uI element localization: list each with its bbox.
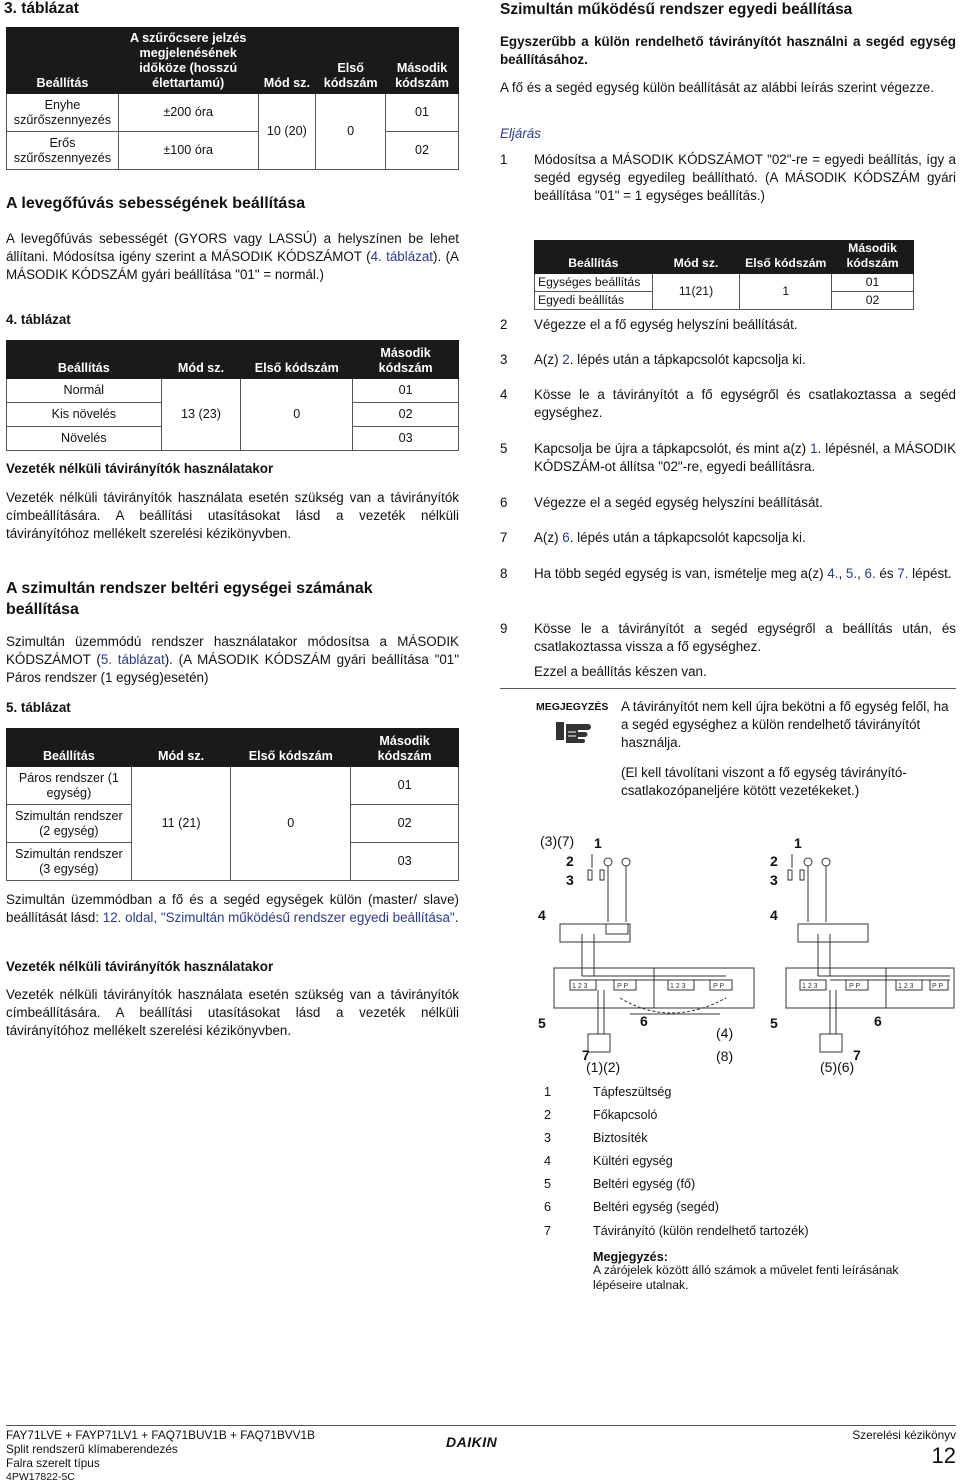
individual-setting-table bbox=[534, 240, 914, 310]
table-cell: 03 bbox=[351, 843, 459, 881]
intro: A fő és a segéd egység külön beállítását az alábbi leírás szerint végezze. bbox=[500, 80, 934, 95]
svg-text:P P: P P bbox=[849, 983, 861, 990]
footer-doc-code: 4PW17822-5C bbox=[6, 1471, 75, 1483]
table-cell: Növelés bbox=[7, 427, 162, 451]
svg-text:6: 6 bbox=[874, 1013, 882, 1029]
fan-heading: A levegőfúvás sebességének beállítása bbox=[6, 195, 306, 212]
footer-models: FAY71LVE + FAYP71LV1 + FAQ71BUV1B + FAQ71BVV1B bbox=[6, 1428, 315, 1442]
th-first: Első kódszám bbox=[241, 341, 353, 379]
wireless-heading-2: Vezeték nélküli távirányítók használatakor bbox=[6, 959, 274, 974]
wireless-paragraph-1: Vezeték nélküli távirányítók használata esetén szükség van a távirányítók címbeállítására. A beállítási utasításokat lásd a vezeték nélküli távirányítóhoz mellékelt szerelési kézikönyvben. bbox=[6, 490, 459, 542]
table-cell: 03 bbox=[353, 427, 459, 451]
svg-text:2: 2 bbox=[566, 853, 574, 869]
table4-link[interactable]: 4. táblázat bbox=[370, 249, 434, 265]
wiring-diagram bbox=[530, 828, 956, 1078]
note-text-1: A távirányítót nem kell újra bekötni a fő egység felől, ha a segéd egységhez a külön rendelhető távirányítót használja. bbox=[621, 699, 949, 751]
step-link[interactable]: 6. bbox=[864, 566, 876, 581]
footer-line3: Falra szerelt típus bbox=[6, 1456, 100, 1470]
legend-note: A zárójelek között álló számok a művelet fenti leírásának lépéseire utalnak. bbox=[593, 1263, 899, 1292]
note-text-2: (El kell távolítani viszont a fő egység távirányító-csatlakozópaneljére kötött vezetékeket.) bbox=[621, 765, 907, 799]
th-mode: Mód sz. bbox=[161, 341, 241, 379]
svg-text:1: 1 bbox=[794, 835, 802, 851]
th-first: Első kódszám bbox=[231, 729, 351, 767]
table-cell: ±200 óra bbox=[118, 94, 258, 132]
table-cell: Egységes beállítás bbox=[535, 274, 653, 292]
table-cell-first: 0 bbox=[316, 94, 386, 170]
step-link[interactable]: 1 bbox=[810, 441, 818, 456]
table4-label: 4. táblázat bbox=[6, 312, 71, 327]
table-cell-mode: 11 (21) bbox=[131, 767, 231, 881]
note-label: MEGJEGYZÉS bbox=[536, 701, 609, 713]
svg-text:1 2 3: 1 2 3 bbox=[670, 983, 686, 990]
table-cell: 01 bbox=[353, 379, 459, 403]
svg-text:P P: P P bbox=[932, 983, 944, 990]
th-second: Második kódszám bbox=[386, 28, 459, 94]
svg-text:P P: P P bbox=[713, 983, 725, 990]
svg-text:1 2 3: 1 2 3 bbox=[898, 983, 914, 990]
svg-text:7: 7 bbox=[853, 1047, 861, 1063]
step-link[interactable]: 4. bbox=[827, 566, 839, 581]
table-cell-first: 0 bbox=[231, 767, 351, 881]
wireless-paragraph-2: Vezeték nélküli távirányítók használata esetén szükség van a távirányítók címbeállítására. A beállítási utasításokat lásd a vezeték nélküli távirányítóhoz mellékelt szerelési kézikönyvben. bbox=[6, 987, 459, 1039]
sim-heading: A szimultán rendszer beltéri egységei számának beállítása bbox=[6, 580, 373, 618]
page-number: 12 bbox=[931, 1443, 956, 1468]
th-setting: Beállítás bbox=[7, 341, 162, 379]
step-link[interactable]: 6 bbox=[562, 530, 570, 545]
svg-text:1 2 3: 1 2 3 bbox=[802, 983, 818, 990]
table-cell: 02 bbox=[386, 132, 459, 170]
diagram-label: (5)(6) bbox=[820, 1059, 855, 1075]
table-cell-mode: 10 (20) bbox=[258, 94, 316, 170]
diagram-label: (1)(2) bbox=[586, 1059, 621, 1075]
table3-label: 3. táblázat bbox=[4, 0, 79, 17]
diagram-label: (3)(7) bbox=[540, 833, 575, 849]
page12-link[interactable]: 12. oldal, "Szimultán működésű rendszer egyedi beállítása" bbox=[102, 910, 455, 926]
th-second: Második kódszám bbox=[351, 729, 459, 767]
svg-text:3: 3 bbox=[770, 872, 778, 888]
intro-bold: Egyszerűbb a külön rendelhető távirányítót használni a segéd egység beállításához. bbox=[500, 34, 956, 68]
table-cell: Normál bbox=[7, 379, 162, 403]
step-9-done: Ezzel a beállítás készen van. bbox=[534, 664, 707, 679]
diagram-label: (4) bbox=[716, 1025, 734, 1041]
table-cell: 01 bbox=[386, 94, 459, 132]
table-cell: 01 bbox=[351, 767, 459, 805]
footer-manual: Szerelési kézikönyv bbox=[852, 1428, 956, 1442]
svg-text:1 2 3: 1 2 3 bbox=[572, 983, 588, 990]
table-cell: 02 bbox=[832, 292, 914, 310]
step-link[interactable]: 2 bbox=[562, 352, 570, 367]
table-cell-first: 0 bbox=[241, 379, 353, 451]
th-setting: Beállítás bbox=[535, 241, 653, 274]
th-setting: Beállítás bbox=[7, 729, 132, 767]
wireless-heading-1: Vezeték nélküli távirányítók használatakor bbox=[6, 461, 274, 476]
table-cell: Kis növelés bbox=[7, 403, 162, 427]
pointing-hand-icon bbox=[554, 716, 594, 744]
sim-paragraph: Szimultán üzemmódú rendszer használatakor módosítsa a MÁSODIK KÓDSZÁMOT (5. táblázat). (A MÁSODIK KÓDSZÁM gyári beállítása "01" Páros rendszer (1 egység)esetén) bbox=[6, 634, 460, 686]
footer-line2: Split rendszerű klímaberendezés bbox=[6, 1442, 178, 1456]
th-setting: Beállítás bbox=[7, 28, 119, 94]
table-cell-first: 1 bbox=[740, 274, 832, 310]
svg-text:2: 2 bbox=[770, 853, 778, 869]
table-cell: 02 bbox=[351, 805, 459, 843]
table-cell-mode: 11(21) bbox=[652, 274, 740, 310]
table-cell: Szimultán rendszer (3 egység) bbox=[7, 843, 132, 881]
page-footer bbox=[6, 1425, 956, 1483]
master-slave-paragraph: Szimultán üzemmódban a fő és a segéd egységek külön (master/ slave) beállítását lásd: 12. oldal, "Szimultán működésű rendszer egyedi beállítása". bbox=[6, 892, 459, 926]
svg-text:3: 3 bbox=[566, 872, 574, 888]
table-cell: Páros rendszer (1 egység) bbox=[7, 767, 132, 805]
table5-label: 5. táblázat bbox=[6, 700, 71, 715]
diagram-label: (8) bbox=[716, 1048, 734, 1064]
svg-text:7: 7 bbox=[582, 1047, 590, 1063]
daikin-logo: DAIKIN bbox=[446, 1434, 498, 1450]
th-interval: A szűrőcsere jelzés megjelenésének időköze (hosszú élettartamú) bbox=[118, 28, 258, 94]
table5-link[interactable]: 5. táblázat bbox=[100, 652, 165, 668]
right-heading: Szimultán működésű rendszer egyedi beállítása bbox=[500, 1, 853, 18]
table-cell: 02 bbox=[353, 403, 459, 427]
th-first: Első kódszám bbox=[740, 241, 832, 274]
svg-text:4: 4 bbox=[538, 907, 546, 923]
th-mode: Mód sz. bbox=[131, 729, 231, 767]
svg-text:4: 4 bbox=[770, 907, 778, 923]
table-cell: Egyedi beállítás bbox=[535, 292, 653, 310]
procedure-label: Eljárás bbox=[500, 126, 541, 141]
step-link[interactable]: 5. bbox=[845, 566, 858, 581]
table-cell: Erős szűrőszennyezés bbox=[7, 132, 119, 170]
step-link[interactable]: 7. bbox=[897, 566, 909, 581]
note-divider bbox=[500, 688, 956, 689]
legend-note-title: Megjegyzés: bbox=[593, 1250, 668, 1264]
svg-text:5: 5 bbox=[538, 1015, 546, 1031]
svg-text:6: 6 bbox=[640, 1013, 648, 1029]
th-mode: Mód sz. bbox=[258, 28, 316, 94]
table-cell: Enyhe szűrőszennyezés bbox=[7, 94, 119, 132]
th-second: Második kódszám bbox=[353, 341, 459, 379]
filter-table bbox=[6, 27, 459, 170]
table-cell-mode: 13 (23) bbox=[161, 379, 241, 451]
table-cell: 01 bbox=[832, 274, 914, 292]
table-cell: Szimultán rendszer (2 egység) bbox=[7, 805, 132, 843]
svg-text:1: 1 bbox=[594, 835, 602, 851]
th-mode: Mód sz. bbox=[652, 241, 740, 274]
fan-table bbox=[6, 340, 459, 451]
th-second: Második kódszám bbox=[832, 241, 914, 274]
table-cell: ±100 óra bbox=[118, 132, 258, 170]
svg-text:P P: P P bbox=[617, 983, 629, 990]
fan-paragraph: A levegőfúvás sebességét (GYORS vagy LASSÚ) a helyszínen be lehet állítani. Módosítsa igény szerint a MÁSODIK KÓDSZÁMOT (4. táblázat). (A MÁSODIK KÓDSZÁM gyári beállítása "01" = normál.) bbox=[6, 231, 459, 283]
th-first: Első kódszám bbox=[316, 28, 386, 94]
sim-table bbox=[6, 728, 459, 881]
svg-text:5: 5 bbox=[770, 1015, 778, 1031]
